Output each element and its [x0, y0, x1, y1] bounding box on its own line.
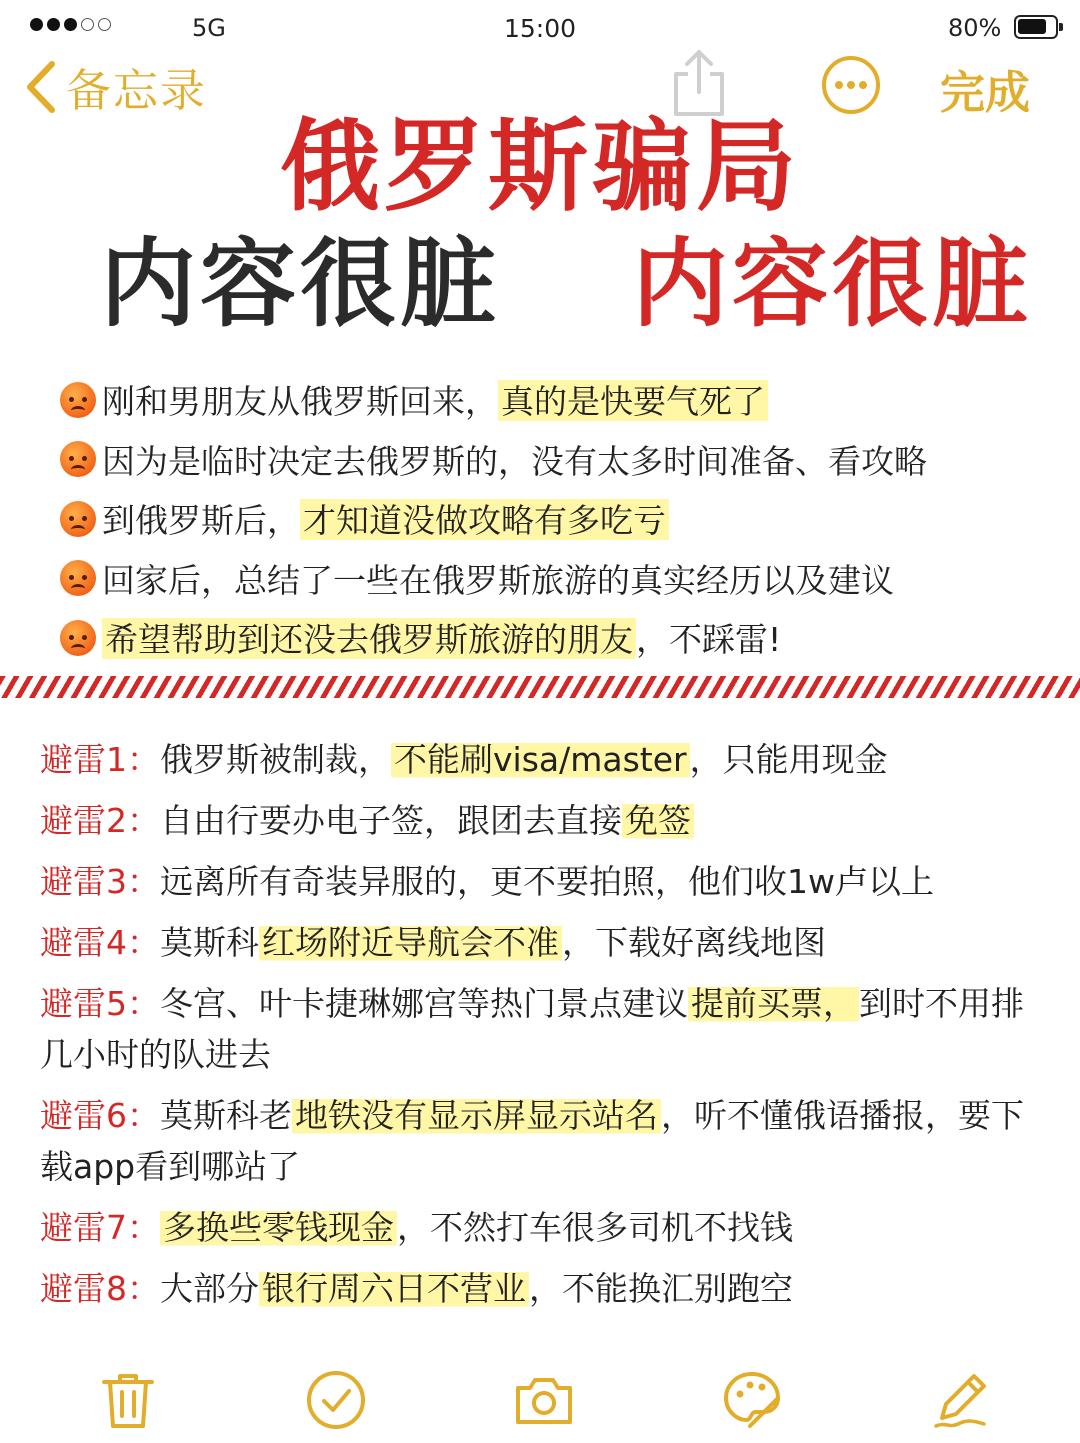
intro-item — [60, 370, 1060, 430]
tip-text: ，听不懂俄语播报，要下载app看到哪站了 — [40, 1096, 1024, 1186]
tip-text: 莫斯科老 — [160, 1096, 292, 1135]
camera-icon — [512, 1368, 576, 1432]
angry-face-icon — [60, 382, 96, 418]
tip-text: ，下载好离线地图 — [562, 923, 826, 962]
status-bar — [0, 0, 1080, 58]
intro-text: 回家后，总结了一些在俄罗斯旅游的真实经历以及建议 — [102, 560, 894, 600]
tip-label: 避雷4： — [40, 923, 160, 962]
intro-item — [60, 608, 1060, 668]
intro-text: 刚和男朋友从俄罗斯回来， — [102, 382, 498, 422]
camera-button[interactable] — [512, 1368, 576, 1432]
back-button[interactable] — [22, 54, 207, 119]
trash-icon — [96, 1368, 160, 1432]
tip-highlight: 提前买票， — [688, 984, 859, 1023]
tip-text: 冬宫、叶卡捷琳娜宫等热门景点建议 — [160, 984, 688, 1023]
tip-highlight: 红场附近导航会不准 — [259, 923, 562, 962]
more-icon — [820, 54, 882, 116]
tip-text: ，不然打车很多司机不找钱 — [397, 1208, 793, 1247]
tip-item — [40, 856, 1050, 907]
intro-highlight: 真的是快要气死了 — [498, 376, 768, 423]
tip-label: 避雷1： — [40, 740, 160, 779]
tip-text: 俄罗斯被制裁， — [160, 740, 391, 779]
intro-item — [60, 430, 1060, 490]
tip-label: 避雷7： — [40, 1208, 160, 1247]
tip-highlight: 银行周六日不营业 — [259, 1269, 529, 1308]
markup-button[interactable] — [720, 1368, 784, 1432]
tip-text: 远离所有奇装异服的，更不要拍照，他们收1w卢以上 — [160, 862, 934, 901]
subtitle-left: 内容很脏 — [100, 228, 500, 340]
tip-highlight: 地铁没有显示屏显示站名 — [292, 1096, 661, 1135]
page-title: 俄罗斯骗局 — [280, 108, 800, 225]
tip-text: 大部分 — [160, 1269, 259, 1308]
tip-label: 避雷6： — [40, 1096, 160, 1135]
angry-face-icon — [60, 560, 96, 596]
checklist-icon — [304, 1368, 368, 1432]
back-label: 备忘录 — [66, 64, 208, 117]
tip-label: 避雷8： — [40, 1269, 160, 1308]
tip-highlight: 不能刷visa/master — [391, 740, 690, 779]
striped-divider — [0, 676, 1080, 698]
tip-text: 自由行要办电子签，跟团去直接 — [160, 801, 622, 840]
tip-item — [40, 917, 1050, 968]
intro-item — [60, 549, 1060, 609]
more-button[interactable] — [820, 54, 882, 116]
tip-highlight: 多换些零钱现金 — [160, 1208, 397, 1247]
tip-text: ，不能换汇别跑空 — [529, 1269, 793, 1308]
tip-text: ，只能用现金 — [689, 740, 888, 779]
tip-item — [40, 795, 1050, 846]
tip-label: 避雷5： — [40, 984, 160, 1023]
subtitle-right: 内容很脏 — [632, 228, 1032, 340]
intro-text: 到俄罗斯后， — [102, 501, 300, 541]
pen-icon — [928, 1368, 992, 1432]
palette-icon — [720, 1368, 784, 1432]
intro-text: ，不踩雷! — [636, 620, 782, 660]
tip-label: 避雷3： — [40, 862, 160, 901]
intro-item — [60, 489, 1060, 549]
tip-text: 莫斯科 — [160, 923, 259, 962]
tip-label: 避雷2： — [40, 801, 160, 840]
status-time: 15:00 — [503, 14, 577, 43]
angry-face-icon — [60, 501, 96, 537]
intro-highlight: 才知道没做攻略有多吃亏 — [300, 495, 669, 542]
battery-percent: 80% — [948, 14, 1002, 42]
done-button[interactable]: 完成 — [940, 66, 1031, 119]
delete-button[interactable] — [96, 1368, 160, 1432]
checklist-button[interactable] — [304, 1368, 368, 1432]
intro-highlight: 希望帮助到还没去俄罗斯旅游的朋友 — [102, 614, 636, 661]
tip-item — [40, 978, 1050, 1080]
tip-item — [40, 734, 1050, 785]
tip-highlight: 免签 — [622, 801, 694, 840]
network-type: 5G — [192, 14, 226, 42]
battery-icon — [1014, 15, 1058, 39]
tip-item — [40, 1090, 1050, 1192]
intro-text: 因为是临时决定去俄罗斯的，没有太多时间准备、看攻略 — [102, 441, 927, 481]
angry-face-icon — [60, 620, 96, 656]
intro-list — [60, 370, 1060, 668]
compose-button[interactable] — [928, 1368, 992, 1432]
angry-face-icon — [60, 441, 96, 477]
bottom-toolbar — [0, 1368, 1080, 1438]
chevron-left-icon — [22, 58, 58, 116]
tip-text: 到时不用排几小时的队进去 — [40, 984, 1024, 1074]
tip-item — [40, 1202, 1050, 1253]
tips-list — [40, 734, 1050, 1324]
tip-item — [40, 1263, 1050, 1314]
